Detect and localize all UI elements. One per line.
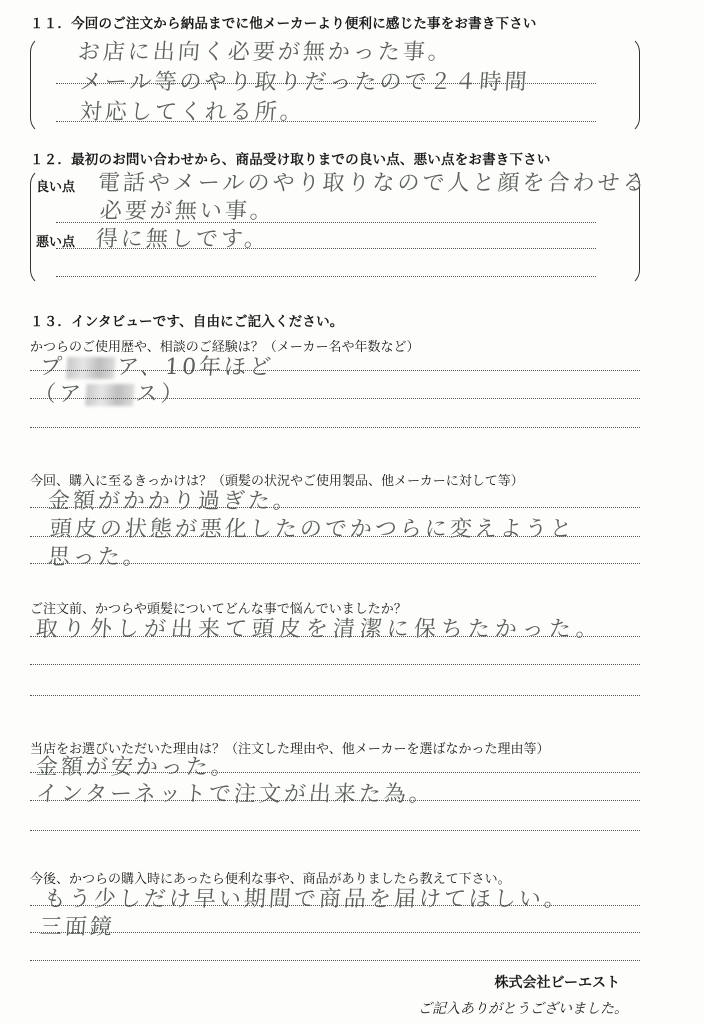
trigger-answer-3: 思った。 bbox=[46, 545, 149, 570]
good-points-label: 良い点 bbox=[36, 180, 76, 195]
answer-line bbox=[30, 536, 640, 537]
history-answer-2-end: ス） bbox=[135, 382, 187, 407]
reason-question: 当店をお選びいただいた理由は？（注文した理由や、他メーカーを選ばなかった理由等） bbox=[30, 742, 550, 757]
requests-question: 今後、かつらの購入時にあったら便利な事や、商品がありましたら教えて下さい。 bbox=[30, 872, 511, 887]
answer-line bbox=[56, 276, 596, 277]
reason-answer-2: インターネットで注文が出来た為。 bbox=[34, 782, 435, 807]
answer-line bbox=[30, 563, 640, 564]
q12-bad-answer-1: 得に無しです。 bbox=[94, 227, 270, 252]
q12-title: １２．最初のお問い合わせから、商品受け取りまでの良い点、悪い点をお書き下さい bbox=[30, 152, 551, 168]
trigger-answer-1: 金額がかかり過ぎた。 bbox=[46, 489, 299, 514]
answer-line bbox=[30, 800, 640, 801]
history-answer-1-start: プ bbox=[38, 355, 66, 380]
q11-title: １１．今回のご注文から納品までに他メーカーより便利に感じた事をお書き下さい bbox=[30, 16, 537, 32]
requests-answer-2: 三面鏡 bbox=[38, 915, 116, 940]
trigger-question: 今回、購入に至るきっかけは？（頭髪の状況やご使用製品、他メーカーに対して等） bbox=[30, 474, 524, 489]
answer-line bbox=[30, 830, 640, 831]
answer-line bbox=[30, 636, 640, 637]
q11-answer-1: お店に出向く必要が無かった事。 bbox=[76, 40, 454, 65]
worries-answer-1: 取り外しが出来て頭皮を清潔に保ちたかった。 bbox=[34, 617, 604, 642]
redacted-blur bbox=[85, 384, 135, 406]
bad-points-label: 悪い点 bbox=[36, 235, 76, 250]
q11-answer-2: メール等のやり取りだったので２４時間 bbox=[78, 70, 531, 95]
history-answer-1-end: ア、10年ほど bbox=[116, 355, 275, 380]
answer-line bbox=[30, 960, 640, 961]
q11-answer-3: 対応してくれる所。 bbox=[78, 100, 306, 125]
answer-line bbox=[30, 695, 640, 696]
answer-line bbox=[30, 664, 640, 665]
requests-answer-1: もう少しだけ早い期間で商品を届けてほしい。 bbox=[42, 887, 570, 912]
q13-title: １３．インタビューです、自由にご記入ください。 bbox=[30, 314, 344, 330]
answer-line bbox=[30, 772, 640, 773]
history-question: かつらのご使用歴や、相談のご経験は？（メーカー名や年数など） bbox=[30, 340, 420, 355]
worries-question: ご注文前、かつらや頭髪についてどんな事で悩んでいましたか？ bbox=[30, 602, 407, 617]
answer-line bbox=[30, 905, 640, 906]
answer-line bbox=[30, 507, 640, 508]
answer-line bbox=[30, 398, 640, 399]
company-name: 株式会社ビーエスト bbox=[494, 975, 620, 991]
answer-line bbox=[30, 427, 640, 428]
answer-line bbox=[30, 932, 640, 933]
thanks-message: ご記入ありがとうございました。 bbox=[418, 1001, 628, 1017]
answer-line bbox=[30, 370, 640, 371]
redacted-blur bbox=[66, 357, 116, 379]
trigger-answer-2: 頭皮の状態が悪化したのでかつらに変えようと bbox=[48, 517, 576, 542]
history-answer-2-start: （ア bbox=[32, 382, 85, 407]
reason-answer-1: 金額が安かった。 bbox=[34, 755, 237, 780]
q12-good-answer-2: 必要が無い事。 bbox=[98, 199, 276, 224]
history-answer-2 bbox=[33, 377, 187, 408]
q12-good-answer-1: 電話やメールのやり取りなので人と顔を合わせる bbox=[96, 171, 649, 196]
